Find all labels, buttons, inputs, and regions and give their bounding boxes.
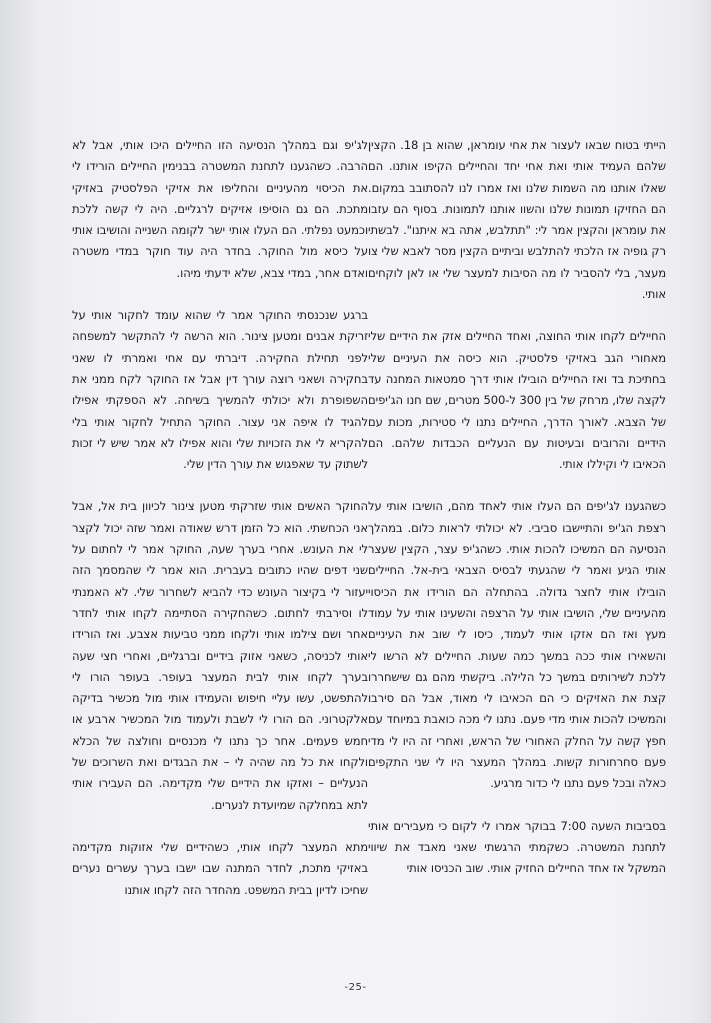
paragraph: ברגע שנכנסתי החוקר אמר לי שהוא עומד לחקור אותי על זריקת אבנים ומטען צינור. הוא הרשה לי להתקשר למשפחה לפני תחילת החקירה. דיברתי עם אחי ואמרתי לו שאני בחקירה ושאני רוצה עורך דין אבל אז החוקר לקח ממני את השפופרת ולא יכולתי להמשיך בשיחה. לא הספקתי אפילו להגיד לו איפה אני עצור. החוקר התחיל לחקור אותי בלי להקריא לי את הזכויות שלי והוא אפילו לא אמר שיש לי זכות לשתוק עד שאפגוש את עורך הדין שלי. [72,308,368,472]
left-text-column [72,135,368,922]
right-text-column [368,135,666,901]
paragraph: הייתי בטוח שבאו לעצור את אחי עומראן, שהוא בן 18. הקצין שלהם העמיד אותי ואת אחי יחד והחיילים הקיפו אותנו. הם שאלו אותנו מה השמות שלנו ואז אמרו לנו להסתובב במקום. הם החזיקו תמונות שלנו והשוו אותנו לתמונות. בסוף הם עזבו את עומראן והקצין אמר לי: "תתלבש, אתה בא איתנו". לבשתי רק גופיה אז הלכתי להתלבש וביתיים הקצין מסר לאבא שלי צו מעצר, בלי להסביר לו מה הסיבות למעצר שלי או לאן לוקחים אותי. [368,138,667,302]
paragraph: מתא המעצר לקחו אותי, כשהידיים שלי אזוקות מקדימה באזיקי מתכת, לחדר המתנה שבו ישבו בערך עשרים נערים שחיכו לדיון בבית המשפט. מהחדר הזה לקחו אותנו [72,839,368,897]
page-number: -25- [344,982,367,993]
paragraph: החוקר האשים אותי שזרקתי מטען צינור לכיוון בית אל, אבל אני הכחשתי. הוא כל הזמן דרש שאודה ואמר שזה יכול לקצר לי את העונש. אחרי בערך שעה, החוקר אמר לי לחתום על שני דפים שהיו כתובים בעברית. הוא אמר לי שהמסמך הזה יעזור לי בקיצור העונש כדי להביא לשחרור שלי. לא האמנתי לו וסירבתי לחתום. כשהחקירה הסתיימה לקחו אותי לחדר אחר ושם צילמו אותי ולקחו ממני טביעות אצבע. ואז הורידו אותי לכניסה, כשאני אזוק בידיים וברגליים, ואחרי חצי שעה בערך לקחו אותי לבית המעצר בעופר. בעופר הורו לי להתפשט, עשו עליי חיפוש והעמידו אותי מול מכשיר בדיקה אלקטרוני. הם הורו לי לשבת ולעמוד מול המכשיר ארבע או חמש פעמים. אחר כך נתנו לי מכנסיים וחולצה של הכלא ולקחו את כל מה שהיה לי – את הבגדים ואת השרוכים של הנעליים – ואזקו את הידיים שלי מקדימה. הם העבירו אותי לתא במחלקה שמיועדת לנערים. [72,499,368,812]
paragraph: החיילים לקחו אותי החוצה, ואחד החיילים אזק את הידיים שלי מאחורי הגב באזיקי פלסטיק. הוא כיסה את העיניים שלי בחתיכת בד ואז החיילים הובילו אותי דרך סמטאות המחנה עד לקצה שלו, מרחק של בין 300 ל-500 מטרים, שם חנו הג'יפים של הצבא. לאורך הדרך, החיילים נתנו לי סטירות, מכות עם הידיים והרובים ובעיטות עם הנעליים הכבדות שלהם. הם הכאיבו לי וקיללו אותי. [368,329,666,472]
paragraph: בסביבות השעה 7:00 בבוקר אמרו לי לקום כי מעבירים אותי לתחנת המשטרה. כשקמתי הרגשתי שאני מאבד את שיווי המשקל אז אחד החיילים החזיק אותי. שוב הכניסו אותי [368,818,666,876]
paragraph: כשהגענו לג'יפים הם העלו אותי לאחד מהם, הושיבו אותי על רצפת הג'יפ והתיישבו סביבי. לא יכולתי לראות כלום. במהלך הנסיעה הם המשיכו להכות אותי. כשהג'יפ עצר, הקצין שעצר אותי הגיע ואמר לי שהגעתי לבסיס הצבאי בית-אל. החיילים הובילו אותי לחצר גדולה. בהתחלה הם הורידו את הכיסוי מהעיניים שלי, הושיבו אותי על הרצפה והשעינו אותי על עמוד מעץ ואז הם אזקו אותי לעמוד, כיסו לי שוב את העיניים והשאירו אותי ככה במשך כמה שעות. החיילים לא הרשו לי ללכת לשירותים במשך כל הלילה. ביקשתי מהם גם שישחררו קצת את האזיקים כי הם הכאיבו לי מאוד, אבל הם סירבו והמשיכו להכות אותי מדי פעם. נתנו לי מכה כואבת במיוחד עם חפץ קשה על החלק האחורי של הראש, ואחרי זה היו לי מדי פעם סחרחורות קשות. במהלך המעצר היו לי שני התקפים כאלה ובכל פעם נתנו לי כדור מרגיע. [368,499,666,791]
paragraph: לג'יפ וגם במהלך הנסיעה הזו החיילים היכו אותי, אבל לא הרבה. כשהגענו לתחנת המשטרה בבנימין החיילים הורידו לי את הכיסוי מהעיניים והחליפו את אזיקי הפלסטיק באזיקי מתכת. הם גם הוסיפו אזיקים לרגליים. היה לי קשה ללכת וכמעט נפלתי. הם העלו אותי ישר לקומה השנייה והושיבו אותי על כיסא מול החוקר. בחדר היה עוד חוקר במדי משטרה ואדם אחר, במדי צבא, שלא ידעתי מיהו. [72,138,368,280]
